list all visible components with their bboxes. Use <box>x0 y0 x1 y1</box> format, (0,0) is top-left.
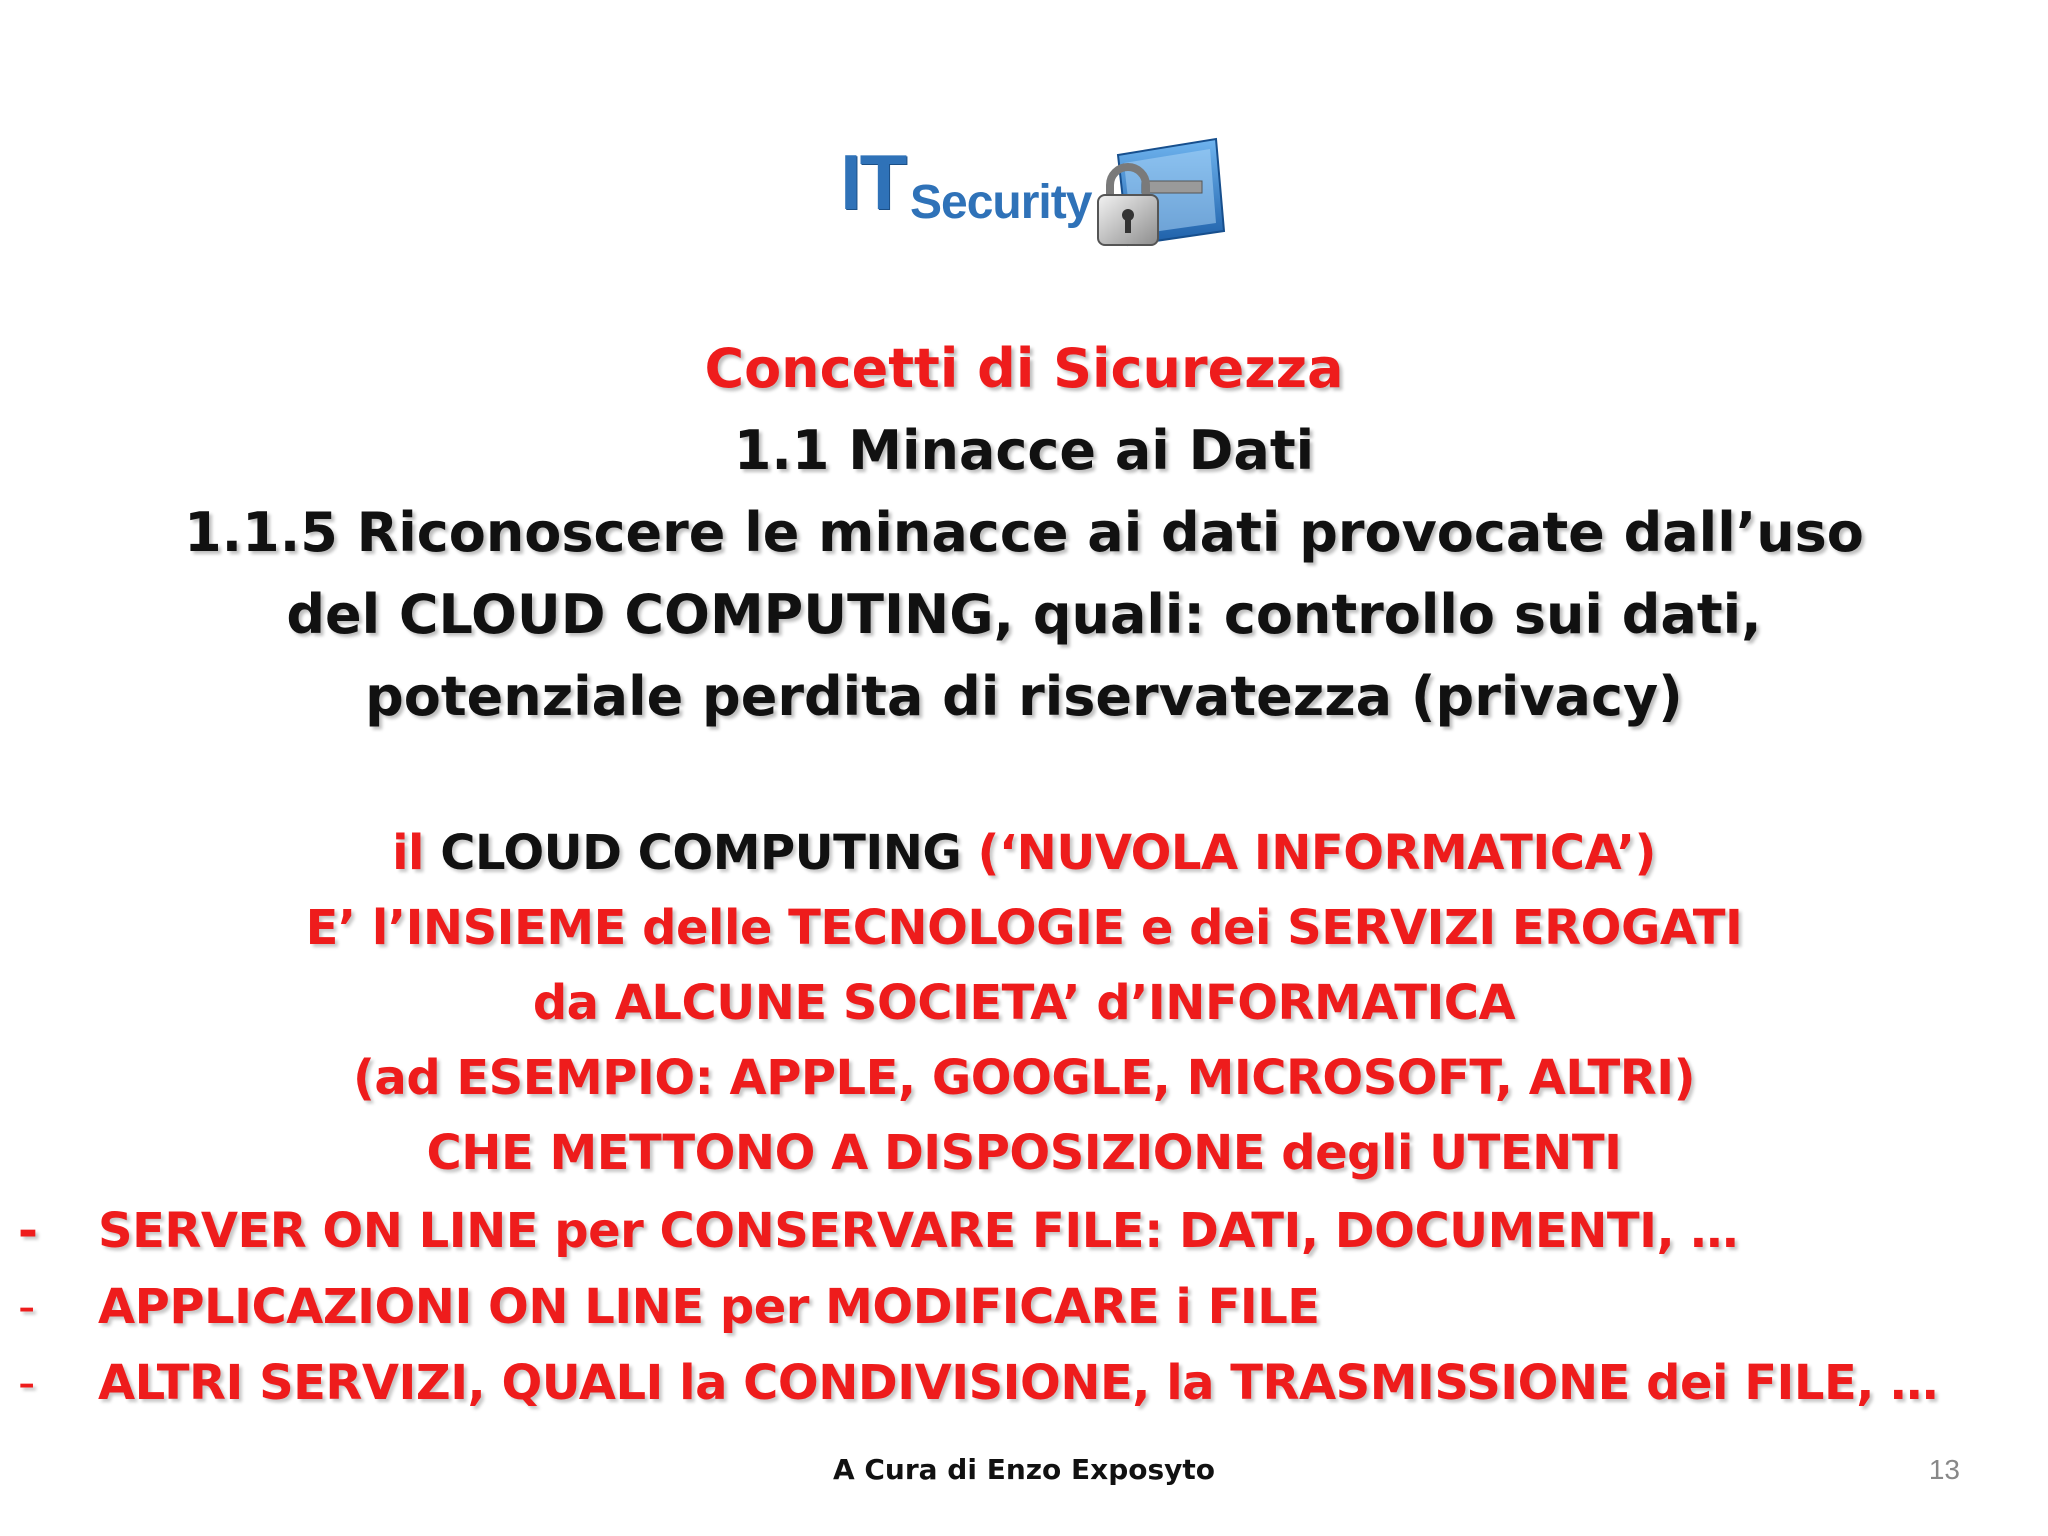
bullet-dash: - <box>18 1279 36 1335</box>
list-item <box>18 1345 2028 1421</box>
list-item-text: APPLICAZIONI ON LINE per MODIFICARE i FILE <box>98 1279 1320 1335</box>
definition-translation: (‘NUVOLA INFORMATICA’) <box>977 825 1656 881</box>
list-item <box>18 1269 2028 1345</box>
subsection-title: 1.1 Minacce ai Dati <box>733 419 1315 482</box>
it-security-logo <box>840 135 1240 255</box>
definition-line-4: (ad ESEMPIO: APPLE, GOOGLE, MICROSOFT, ALTRI) <box>352 1050 1696 1106</box>
logo-security-text: Security <box>910 176 1092 229</box>
topic-line-3: potenziale perdita di riservatezza (privacy) <box>365 665 1683 728</box>
definition-line-1 <box>0 816 2048 891</box>
cloud-computing-term: CLOUD COMPUTING <box>440 825 962 881</box>
bullet-dash: - <box>18 1203 38 1259</box>
topic-line-1: 1.1.5 Riconoscere le minacce ai dati provocate dall’uso <box>184 501 1864 564</box>
page-number: 13 <box>1928 1454 1960 1485</box>
definition-line-2: E’ l’INSIEME delle TECNOLOGIE e dei SERVIZI EROGATI <box>305 900 1743 956</box>
bullet-dash: - <box>18 1355 36 1411</box>
definition-prefix: il <box>392 825 424 881</box>
definition-text <box>0 816 2048 1191</box>
logo-it-text: IT <box>840 138 906 226</box>
definition-line-3: da ALCUNE SOCIETA’ d’INFORMATICA <box>532 975 1516 1031</box>
folder-padlock-icon <box>1088 135 1228 255</box>
section-title: Concetti di Sicurezza <box>704 337 1344 400</box>
topic-line-2: del CLOUD COMPUTING, quali: controllo sui dati, <box>286 583 1762 646</box>
list-item <box>18 1193 2028 1269</box>
list-item-text: SERVER ON LINE per CONSERVARE FILE: DATI, DOCUMENTI, … <box>98 1203 1738 1259</box>
footer-author: A Cura di Enzo Exposyto <box>832 1453 1216 1486</box>
definition-line-5: CHE METTONO A DISPOSIZIONE degli UTENTI <box>426 1125 1622 1181</box>
list-item-text: ALTRI SERVIZI, QUALI la CONDIVISIONE, la TRASMISSIONE dei FILE, … <box>98 1355 1938 1411</box>
services-list <box>18 1193 2028 1421</box>
slide-title <box>0 328 2048 738</box>
